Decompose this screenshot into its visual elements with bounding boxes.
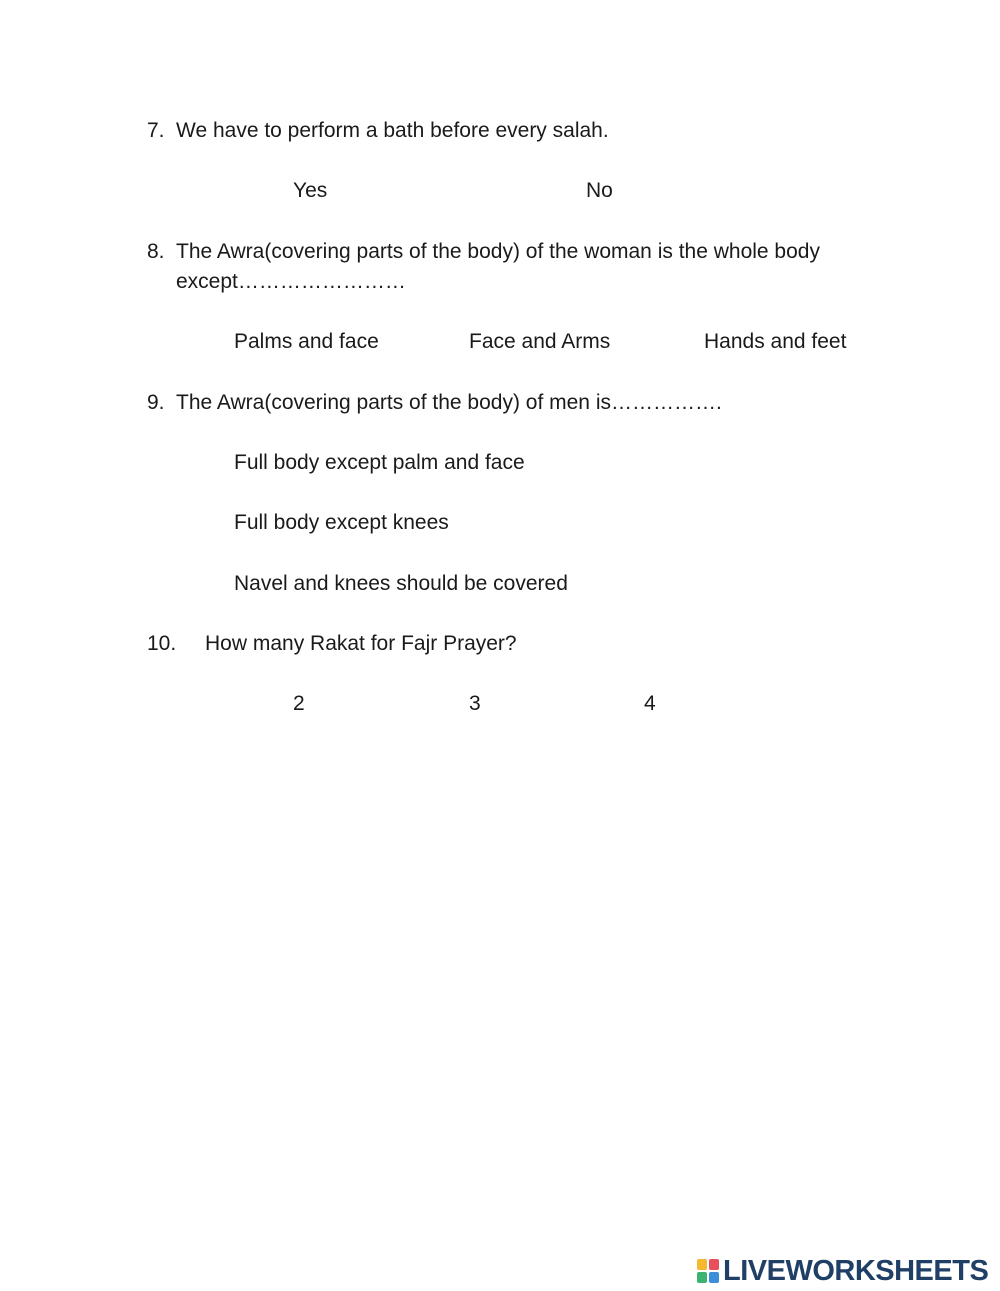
question-9-text: The Awra(covering parts of the body) of men is……………. — [176, 391, 722, 414]
question-7-option-yes[interactable]: Yes — [293, 179, 328, 202]
question-10-option-3[interactable]: 3 — [469, 692, 481, 715]
liveworksheets-logo — [697, 1255, 988, 1287]
liveworksheets-logo-icon — [697, 1258, 721, 1284]
question-9-option-3[interactable]: Navel and knees should be covered — [234, 572, 568, 595]
question-8-text-line1: The Awra(covering parts of the body) of the woman is the whole body — [176, 240, 820, 263]
question-9-number: 9. — [147, 391, 165, 414]
question-8-option-hands-and-feet[interactable]: Hands and feet — [704, 330, 847, 353]
question-8-option-face-and-arms[interactable]: Face and Arms — [469, 330, 611, 353]
question-7-option-no[interactable]: No — [586, 179, 613, 202]
question-10-text: How many Rakat for Fajr Prayer? — [205, 632, 517, 655]
question-8-option-palms-and-face[interactable]: Palms and face — [234, 330, 379, 353]
question-8-text-line2: except…………………… — [176, 270, 406, 293]
question-9-option-1[interactable]: Full body except palm and face — [234, 451, 525, 474]
question-7-number: 7. — [147, 119, 165, 142]
question-7-text: We have to perform a bath before every salah. — [176, 119, 609, 142]
question-10-option-4[interactable]: 4 — [644, 692, 656, 715]
question-9-option-2[interactable]: Full body except knees — [234, 511, 449, 534]
question-10-number: 10. — [147, 632, 177, 655]
question-8-number: 8. — [147, 240, 165, 263]
question-10-option-2[interactable]: 2 — [293, 692, 305, 715]
liveworksheets-logo-text: LIVEWORKSHEETS — [723, 1255, 989, 1287]
